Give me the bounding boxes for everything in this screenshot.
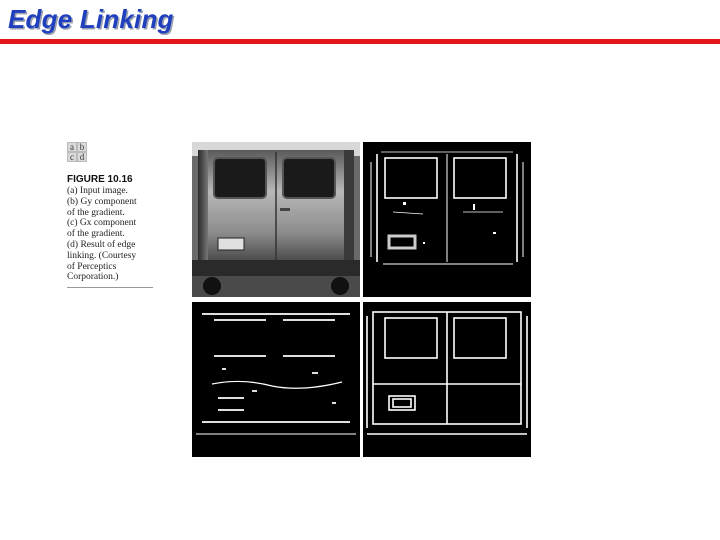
panel-key-c: c [67,152,77,162]
gy-gradient-image [363,142,531,297]
panel-key-grid [67,142,87,162]
panel-key-a: a [67,142,77,152]
panel-a-input-image [192,142,360,297]
panel-d-edge-linking-result [363,302,531,457]
slide-title: Edge Linking [8,4,174,34]
panel-key-d: d [77,152,87,162]
edge-linking-result-image [363,302,531,457]
figure-label: FIGURE 10.16 [67,174,133,185]
van-photo-image [192,142,360,297]
figure-caption-block [67,142,159,288]
gx-gradient-image [192,302,360,457]
panel-b-gy-gradient [363,142,531,297]
caption-divider [67,287,153,288]
title-divider [0,39,720,44]
panel-key-b: b [77,142,87,152]
figure-caption: (a) Input image. (b) Gy component of the gradient. (c) Gx component of the gradient. (d) Result of edge linking. (Courtesy of Perceptics Corporation.) [67,186,137,283]
panel-c-gx-gradient [192,302,360,457]
